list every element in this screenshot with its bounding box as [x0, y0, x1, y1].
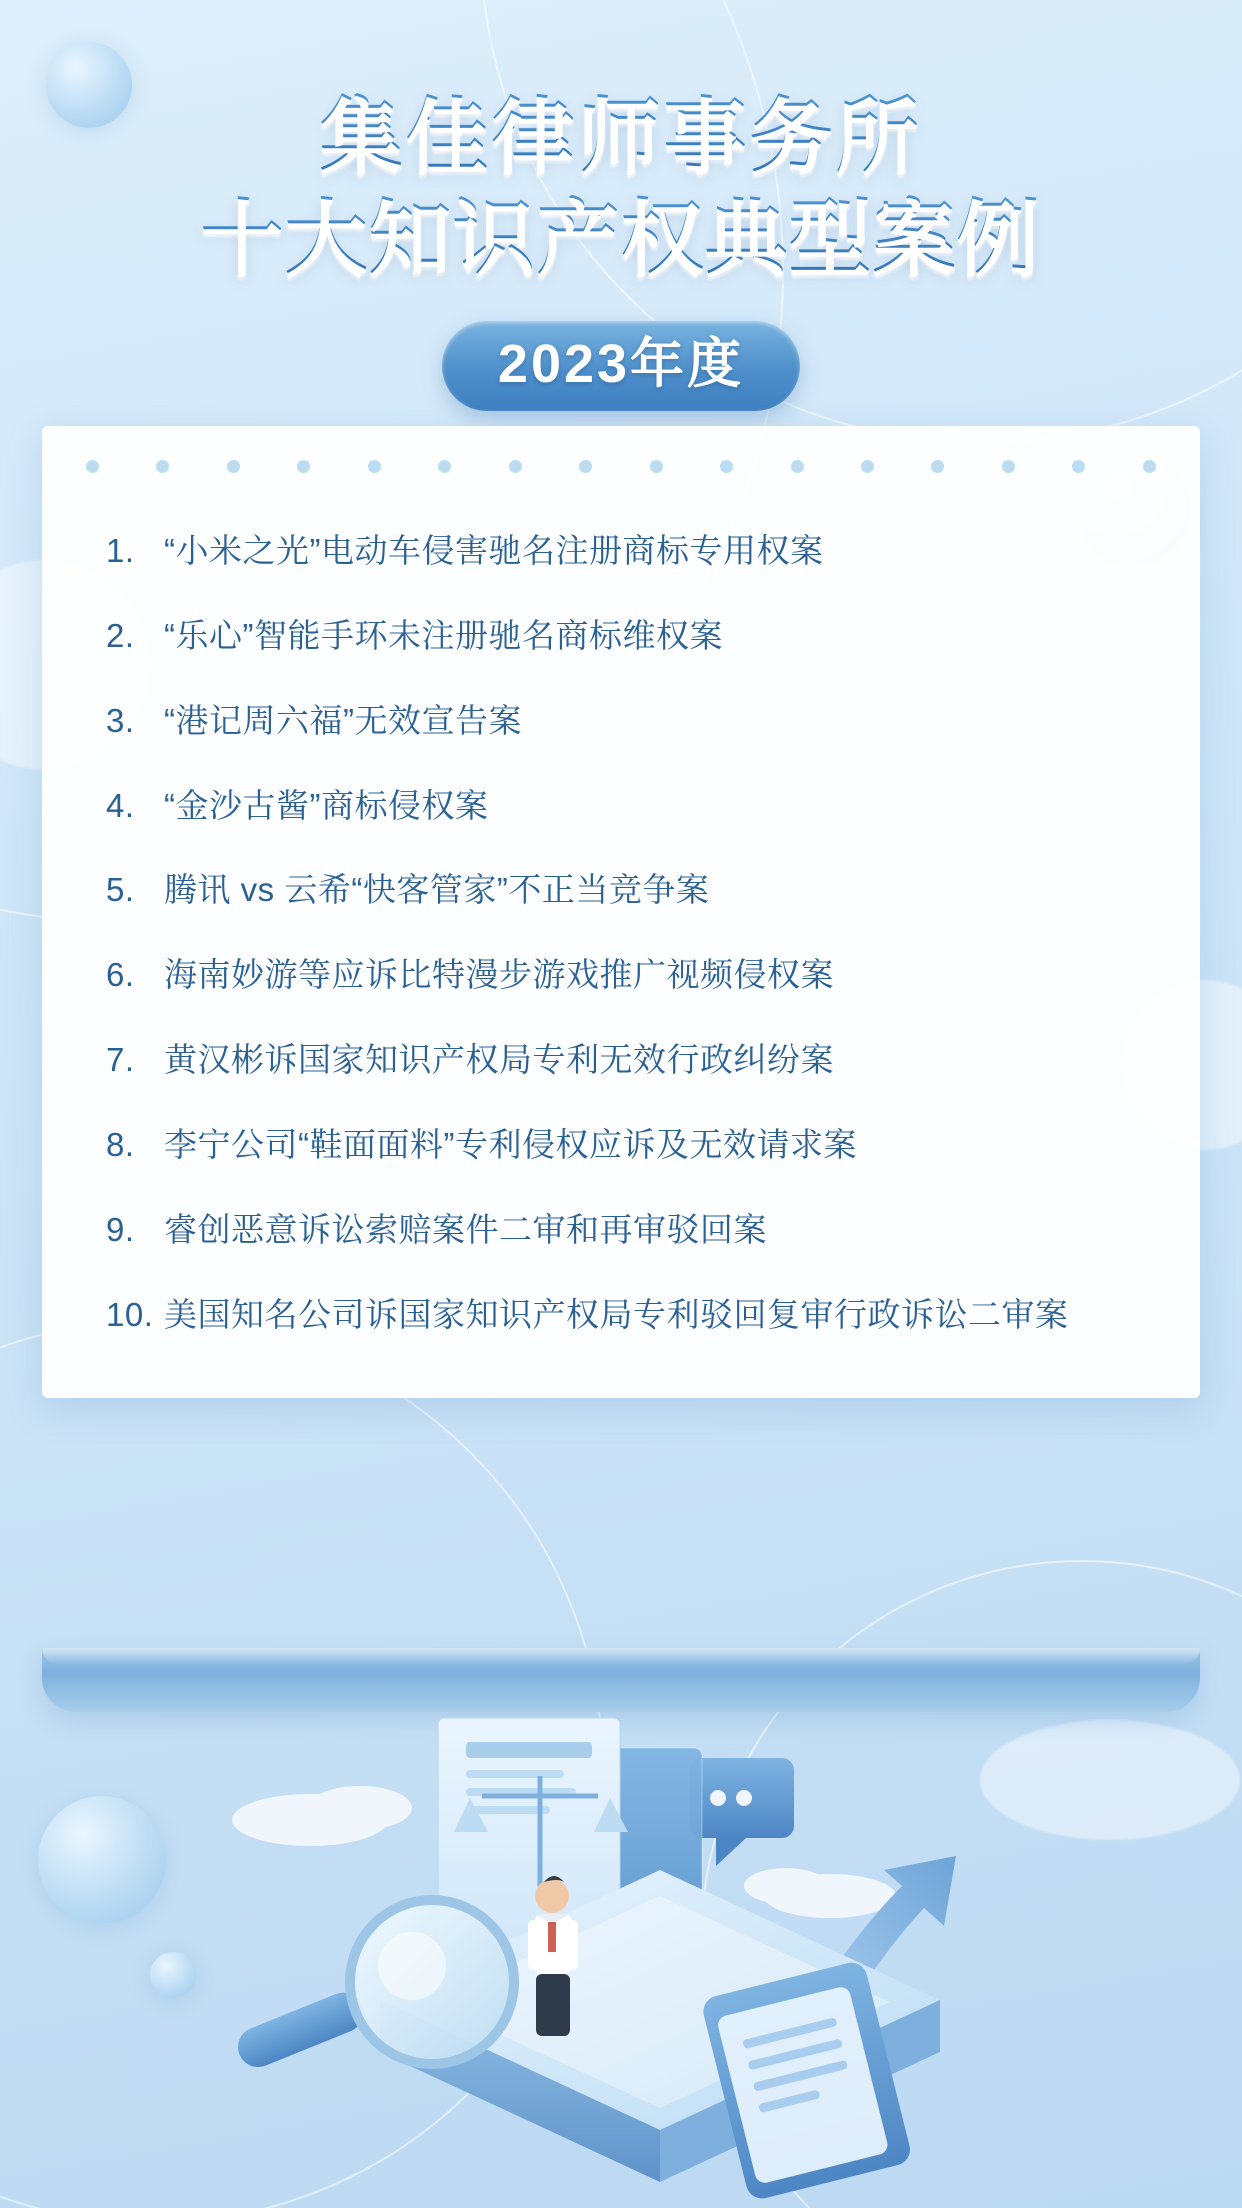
list-item[interactable] [106, 509, 1136, 594]
divider-dot [86, 460, 99, 473]
list-item[interactable] [106, 679, 1136, 764]
list-item-label: “小米之光”电动车侵害驰名注册商标专用权案 [164, 532, 824, 569]
divider-dot [227, 460, 240, 473]
list-item-number: 9. [106, 1210, 135, 1248]
ip-law-illustration [0, 1700, 1242, 2208]
list-item-label: “金沙古酱”商标侵权案 [164, 786, 489, 824]
list-item-number: 3. [106, 701, 135, 739]
list-item-label: 腾讯 vs 云希“快客管家”不正当竞争案 [164, 871, 710, 909]
list-item-label: “乐心”智能手环未注册驰名商标维权案 [164, 616, 723, 654]
list-item-number: 7. [106, 1041, 135, 1079]
list-item-number: 6. [106, 956, 135, 994]
list-item-label: 美国知名公司诉国家知识产权局专利驳回复审行政诉讼二审案 [164, 1295, 1069, 1333]
list-item-number: 4. [106, 786, 135, 824]
list-item-label: 李宁公司“鞋面面料”专利侵权应诉及无效请求案 [164, 1126, 857, 1164]
page-title-line-1: 集佳律师事务所 [0, 86, 1242, 188]
divider-dot [650, 460, 663, 473]
list-item[interactable] [106, 1103, 1136, 1188]
divider-dot [1002, 460, 1015, 473]
magnifier-icon [232, 1900, 514, 2073]
list-item-label: “港记周六福”无效宣告案 [164, 701, 522, 739]
list-item-number: 1. [106, 532, 135, 569]
list-item[interactable] [106, 933, 1136, 1018]
divider-dot [368, 460, 381, 473]
divider-dot [1072, 460, 1085, 473]
divider-dot [720, 460, 733, 473]
case-list-card [42, 426, 1200, 1398]
divider-dot [579, 460, 592, 473]
list-item[interactable] [106, 1273, 1136, 1358]
list-item[interactable] [106, 1188, 1136, 1273]
list-item-number: 5. [106, 871, 135, 909]
list-item-number: 10. [106, 1295, 154, 1333]
list-item-label: 海南妙游等应诉比特漫步游戏推广视频侵权案 [164, 956, 834, 994]
list-item-label: 黄汉彬诉国家知识产权局专利无效行政纠纷案 [164, 1041, 834, 1079]
list-item-number: 8. [106, 1126, 135, 1164]
case-list [42, 483, 1200, 1358]
list-item[interactable] [106, 1018, 1136, 1103]
year-badge: 2023年度 [442, 321, 800, 411]
page-title-line-2: 十大知识产权典型案例 [0, 188, 1242, 290]
chat-bubble-icon [690, 1758, 794, 1866]
poster-header [0, 0, 1242, 411]
dot-divider [42, 426, 1200, 483]
divider-dot [861, 460, 874, 473]
divider-dot [1143, 460, 1156, 473]
band-highlight [42, 1648, 1200, 1664]
list-item[interactable] [106, 764, 1136, 849]
divider-dot [509, 460, 522, 473]
divider-dot [438, 460, 451, 473]
divider-dot [791, 460, 804, 473]
divider-dot [297, 460, 310, 473]
divider-dot [931, 460, 944, 473]
divider-dot [156, 460, 169, 473]
list-item-label: 睿创恶意诉讼索赔案件二审和再审驳回案 [164, 1210, 767, 1248]
list-item[interactable] [106, 848, 1136, 933]
list-item-number: 2. [106, 616, 135, 654]
list-item[interactable] [106, 594, 1136, 679]
